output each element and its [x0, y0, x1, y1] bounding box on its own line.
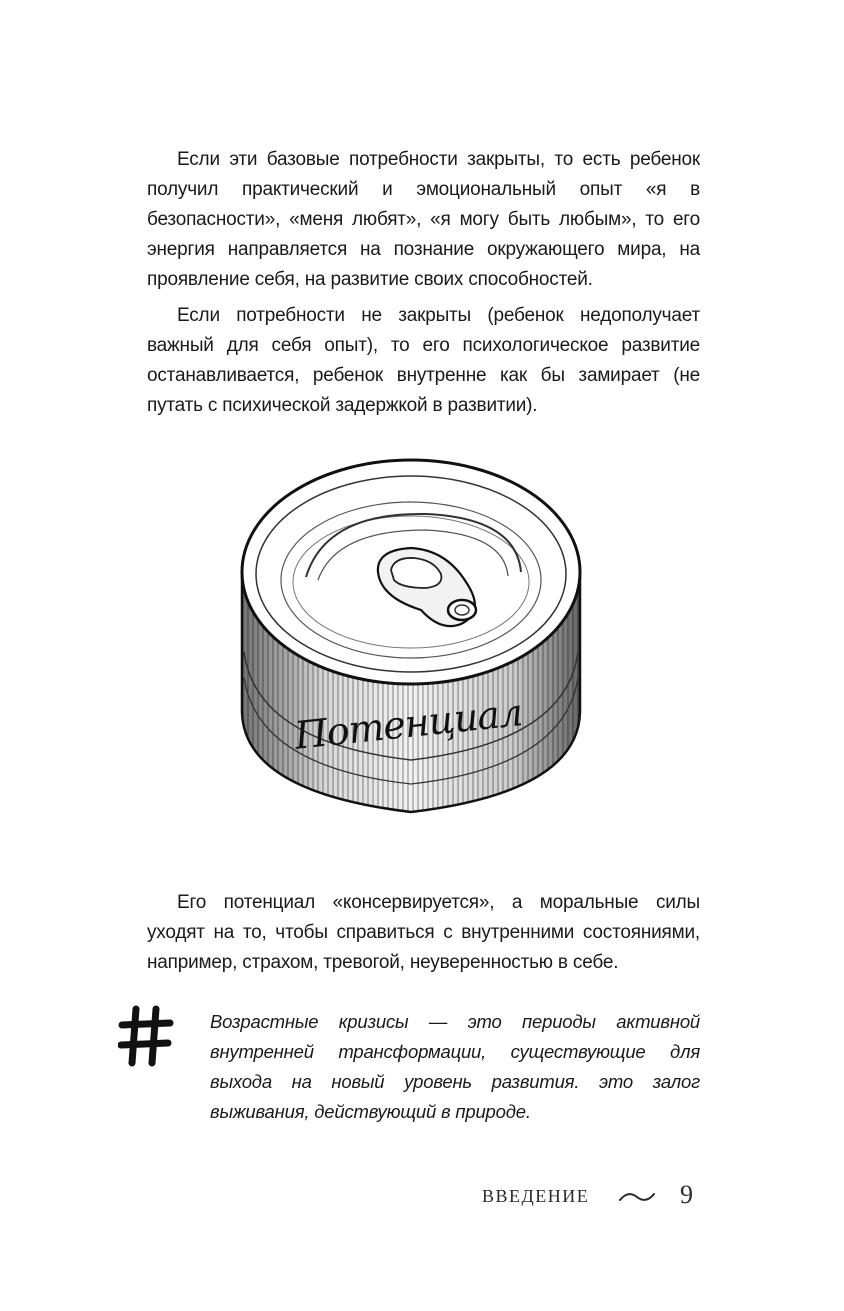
- section-label: ВВЕДЕНИЕ: [482, 1186, 590, 1206]
- paragraph: Если эти базовые потребности закрыты, то есть ребенок получил практический и эмоциональный опыт «я в безопасности», «меня любят», «я могу быть любым», то его энергия направляется на познание окружающего мира, на проявление себя, на развитие своих способностей.: [147, 149, 700, 290]
- body-text-top: [147, 145, 700, 421]
- tin-can-illustration: [236, 452, 586, 842]
- paragraph: Если потребности не закрыты (ребенок недополучает важный для себя опыт), то его психологическое развитие останавливается, ребенок внутренне как бы замирает (не путать с психической задержкой в развитии).: [147, 305, 700, 416]
- paragraph: Его потенциал «консервируется», а моральные силы уходят на то, чтобы справиться с внутренними состояниями, например, страхом, тревогой, неуверенностью в себе.: [147, 892, 700, 973]
- callout-text: Возрастные кризисы — это периоды активной внутренней трансформации, существующие для выхода на новый уровень развития. это залог выживания, действующий в природе.: [210, 1011, 700, 1122]
- can-label: Потенциал: [292, 690, 525, 758]
- page-number: 9: [680, 1180, 693, 1209]
- tilde-icon: [618, 1188, 656, 1206]
- body-text-bottom: [147, 888, 700, 978]
- hashtag-icon: [118, 1005, 174, 1067]
- page-footer: [470, 1178, 700, 1218]
